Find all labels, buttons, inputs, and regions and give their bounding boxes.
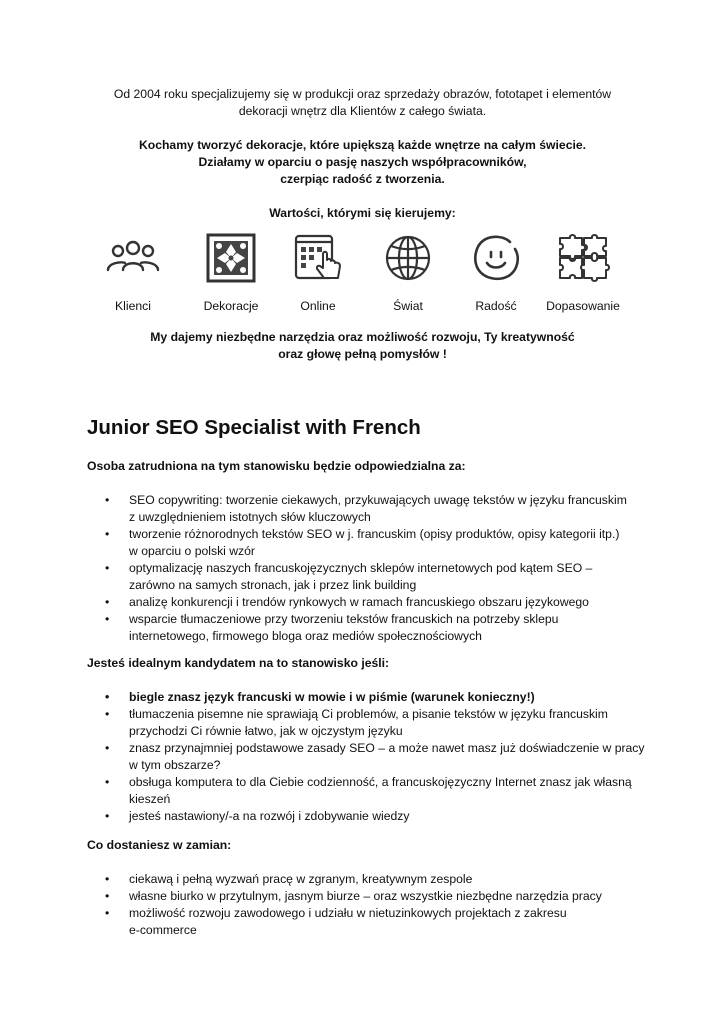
value-world [363, 232, 453, 313]
list-item: • wsparcie tłumaczeniowe przy tworzeniu tekstów francuskich na potrzeby sklepu internetowego, firmowego bloga oraz mediów społecznościowych [87, 611, 647, 645]
intro-line-2: dekoracji wnętrz dla Klientów z całego świata. [238, 104, 487, 118]
intro-bold-line-2: Działamy w oparciu o pasję naszych współpracowników, [198, 155, 527, 169]
company-intro [80, 86, 645, 222]
intro-bold-line-3: czerpiąc radość z tworzenia. [280, 172, 445, 186]
value-fit [538, 232, 628, 313]
closing-line-2: oraz głowę pełną pomysłów ! [278, 347, 447, 361]
requirements-list [87, 689, 647, 825]
list-item: • ciekawą i pełną wyzwań pracę w zgranym, kreatywnym zespole [87, 871, 647, 888]
responsibilities-heading: Osoba zatrudniona na tym stanowisku będzie odpowiedzialna za: [87, 459, 466, 473]
value-label-decorations: Dekoracje [203, 299, 259, 313]
value-label-world: Świat [393, 299, 423, 313]
value-label-online: Online [300, 299, 336, 313]
responsibilities-list [87, 492, 647, 645]
benefits-list [87, 871, 647, 939]
list-item: • jesteś nastawiony/-a na rozwój i zdobywanie wiedzy [87, 808, 647, 825]
puzzle-icon [556, 232, 610, 284]
value-decorations [186, 232, 276, 313]
globe-icon [382, 232, 434, 284]
list-item: • analizę konkurencji i trendów rynkowych w ramach francuskiego obszaru językowego [87, 594, 647, 611]
value-label-clients: Klienci [115, 299, 151, 313]
requirements-section [87, 655, 647, 825]
list-item: • własne biurko w przytulnym, jasnym biurze – oraz wszystkie niezbędne narzędzia pracy [87, 888, 647, 905]
list-item: • SEO copywriting: tworzenie ciekawych, przykuwających uwagę tekstów w języku francuskim z uwzględnieniem istotnych słów kluczowych [87, 492, 647, 526]
people-icon [104, 232, 162, 284]
intro-line-1: Od 2004 roku specjalizujemy się w produkcji oraz sprzedaży obrazów, fototapet i elementów [113, 87, 612, 101]
value-online [273, 232, 363, 313]
list-item: • optymalizację naszych francuskojęzycznych sklepów internetowych pod kątem SEO – zarówno na samych stronach, jak i przez link building [87, 560, 647, 594]
list-item: • tworzenie różnorodnych tekstów SEO w j. francuskim (opisy produktów, opisy kategorii itp.) w oparciu o polski wzór [87, 526, 647, 560]
list-item: • tłumaczenia pisemne nie sprawiają Ci problemów, a pisanie tekstów w języku francuskim przychodzi Ci równie łatwo, jak w ojczystym języku [87, 706, 647, 740]
value-joy [451, 232, 541, 313]
list-item: • znasz przynajmniej podstawowe zasady SEO – a może nawet masz już doświadczenie w pracy w tym obszarze? [87, 740, 647, 774]
value-clients [88, 232, 178, 313]
closing-statement [80, 329, 645, 363]
benefits-heading: Co dostaniesz w zamian: [87, 838, 232, 852]
intro-bold-line-1: Kochamy tworzyć dekoracje, które upiększą każde wnętrze na całym świecie. [138, 138, 587, 152]
list-item: • obsługa komputera to dla Ciebie codzienność, a francuskojęzyczny Internet znasz jak własną kieszeń [87, 774, 647, 808]
decoration-tile-icon [205, 232, 257, 284]
closing-line-1: My dajemy niezbędne narzędzia oraz możliwość rozwoju, Ty kreatywność [150, 330, 575, 344]
smile-icon [470, 232, 522, 284]
job-title: Junior SEO Specialist with French [87, 416, 421, 439]
tablet-touch-icon [290, 232, 346, 284]
values-heading: Wartości, którymi się kierujemy: [269, 206, 456, 220]
benefits-section [87, 837, 647, 939]
list-item: • możliwość rozwoju zawodowego i udziału w nietuzinkowych projektach z zakresu e-commerce [87, 905, 647, 939]
requirements-heading: Jesteś idealnym kandydatem na to stanowisko jeśli: [87, 656, 390, 670]
list-item: • biegle znasz język francuski w mowie i w piśmie (warunek konieczny!) [87, 689, 647, 706]
value-label-joy: Radość [475, 299, 517, 313]
responsibilities-section [87, 458, 647, 645]
value-label-fit: Dopasowanie [546, 299, 620, 313]
